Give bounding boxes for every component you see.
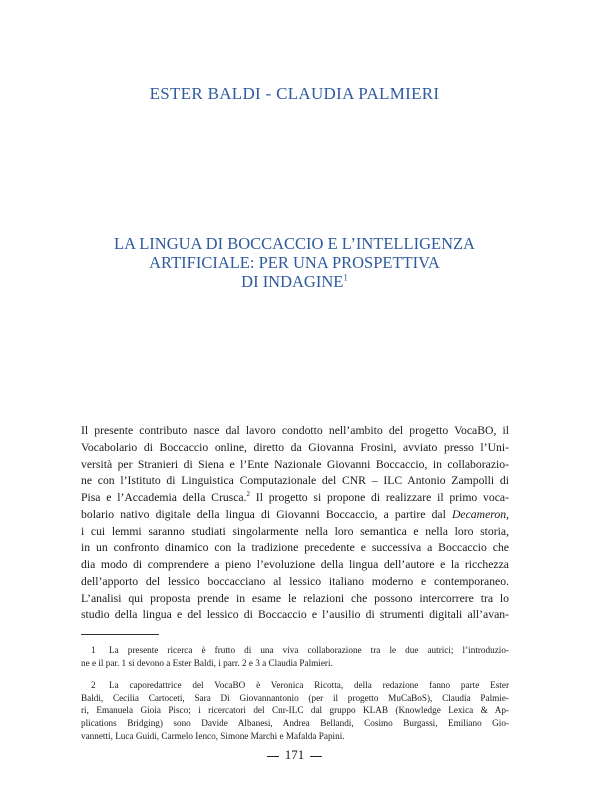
body-line: dia modo di comprendere a pieno l’evoluzione della lingua dell’autore e la ricchezza — [81, 558, 509, 571]
authors-header: ESTER BALDI - CLAUDIA PALMIERI — [149, 84, 440, 103]
page-number — [0, 747, 589, 763]
body-line: versità per Stranieri di Siena e l’Ente Nazionale Giovanni Boccaccio, in collaborazio- — [81, 457, 509, 471]
title-line-3 — [60, 272, 529, 291]
footnote-text: La caporedattrice del VocaBO è Veronica Ricotta, della redazione fanno parte Ester — [109, 680, 509, 691]
footnote-2 — [81, 679, 509, 742]
footnote-text: La presente ricerca è frutto di una viva collaborazione tra le due autrici; l’introduzio- — [109, 645, 509, 655]
article-title — [60, 234, 529, 291]
body-line: Vocabolario di Boccaccio online, diretto da Giovanna Frosini, avviato presso l’Uni- — [81, 440, 509, 454]
footnote-number: 1 — [91, 645, 96, 655]
body-line: L’analisi qui proposta prende in esame le relazioni che possono intercorrere tra lo — [81, 591, 509, 605]
footnote-line: Baldi, Cecilia Cartoceti, Sara Di Giovannantonio (per il progetto MuCaBoS), Claudia Palmie- — [81, 692, 509, 703]
page-number-dash — [310, 756, 322, 757]
body-line — [81, 507, 509, 524]
body-line-part: Il progetto si propone di realizzare il primo voca- — [250, 491, 509, 504]
footnote-line: vannetti, Luca Guidi, Carmelo Ienco, Simone Marchi e Mafalda Papini. — [81, 730, 345, 741]
title-line-2: ARTIFICIALE: PER UNA PROSPETTIVA — [149, 253, 440, 272]
title-line-1: LA LINGUA DI BOCCACCIO E L’INTELLIGENZA — [114, 234, 475, 253]
page-number-dash — [267, 756, 279, 757]
footnotes — [81, 644, 509, 752]
footnote-line — [81, 679, 509, 692]
footnote-line: plications Bridging) sono Davide Albanesi, Andrea Bellandi, Cosimo Burgassi, Emiliano Gio- — [81, 717, 509, 728]
body-line: dell’apporto del lessico boccacciano al lessico italiano moderno e contemporaneo. — [81, 574, 509, 588]
body-line-part: bolario nativo digitale della lingua di Giovanni Boccaccio, a partire dal — [81, 507, 452, 521]
footnote-line: ne e il par. 1 si devono a Ester Baldi, i parr. 2 e 3 a Claudia Palmieri. — [81, 657, 333, 668]
footnote-number: 2 — [91, 680, 96, 691]
decameron-italic: Decameron — [451, 507, 507, 521]
title-footnote-ref: 1 — [343, 272, 348, 283]
body-line: ne con l’Istituto di Linguistica Computazionale del CNR – ILC Antonio Zampolli di — [81, 474, 509, 488]
footnote-ref-2: 2 — [246, 490, 251, 499]
body-line — [81, 490, 509, 507]
body-line: i cui lemmi saranno studiati singolarmente nella loro semantica e nella loro storia, — [81, 524, 509, 538]
footnote-1 — [81, 644, 509, 669]
body-paragraph — [81, 423, 509, 624]
footnote-line: ri, Emanuela Gioia Pisco; i ricercatori del Cnr-ILC dal gruppo KLAB (Knowledge Lexica & Ap- — [81, 705, 509, 716]
body-line: in un confronto dinamico con la tradizione precedente e successiva a Boccaccio che — [81, 541, 509, 555]
footnote-line — [81, 644, 509, 657]
page-number-value: 171 — [284, 747, 305, 762]
body-line: Il presente contributo nasce dal lavoro condotto nell’ambito del progetto VocaBO, il — [81, 424, 509, 437]
title-line-3-text: DI INDAGINE — [241, 272, 344, 291]
body-line: studio della lingua e del lessico di Boccaccio e l’ausilio di strumenti digitali all’avan- — [81, 608, 509, 622]
footnote-separator — [81, 634, 159, 635]
body-line-part: Pisa e l’Accademia della Crusca. — [81, 491, 247, 504]
body-line-part: , — [506, 507, 509, 521]
